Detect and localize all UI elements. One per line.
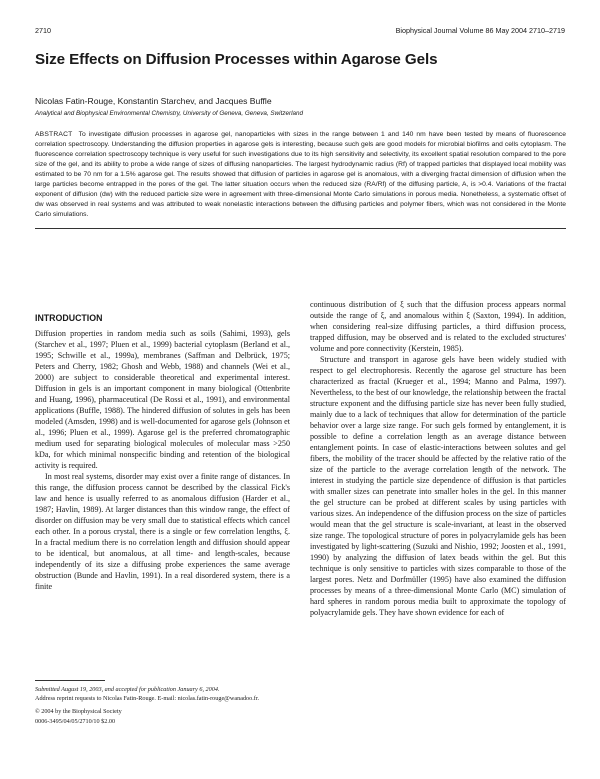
article-code: 0006-3495/04/05/2710/10 $2.00 [35, 717, 116, 725]
paragraph: Structure and transport in agarose gels have been widely studied with respect to gel electrophoresis. Recently the agarose gel structure has been characterized as fractal (Krueger et al., 1994; Manno and Palma, 1997). Nevertheless, to the best of our knowledge, the relationship between the fractal structure exponent and the diffusing particle size has never been fully studied, mainly due to a lack of techniques that allow for determination of the particle behavior over a large size range. For such gels formed by entanglement, it is possible to define a correlation length as an average distance between entanglement points. In case of elastic-interactions between solutes and gel fibers, the mobility of the tracer should be affected by the relative ratio of the size of the particle to the average correlation length of the network. The interest in studying the particle size dependence of diffusion is that particles with smaller sizes can penetrate into smaller holes in the gel. In this manner the gel structure can be probed at different scales by using particles with various sizes. An independence of the diffusion process on the size of particles would mean that the gel structure is scale-invariant, at least in the observed size range. The topological structure of pores in polyacrylamide gels has been investigated by light-scattering (Suzuki and Nishio, 1992; Joosten et al., 1991, 1990) by analyzing the diffusion of latex beads within the gel. But this technique is only sensitive to particles with sizes comparable to those of the largest pores. Netz and Dorfmüller (1995) have also examined the diffusion processes by means of a three-dimensional Monte Carlo (MC) simulation of hard spheres in random porous media built to approximate the topology of polyacrylamide gels. They have shown evidence for each of [310, 355, 566, 617]
page-number: 2710 [35, 26, 51, 35]
submission-note: Submitted August 19, 2003, and accepted for publication January 6, 2004. [35, 686, 220, 693]
reprint-address: Address reprint requests to Nicolas Fatin-Rouge. E-mail: nicolas.fatin-rouge@wanadoo.fr. [35, 695, 260, 703]
article-title: Size Effects on Diffusion Processes within Agarose Gels [35, 51, 438, 68]
author-list: Nicolas Fatin-Rouge, Konstantin Starchev, and Jacques Buffle [35, 96, 272, 106]
abstract [35, 130, 566, 220]
paragraph: Diffusion properties in random media such as soils (Sahimi, 1993), gels (Starchev et al., 1997; Pluen et al., 1999) bacterial cytoplasm (Berland et al., 1995; Schwille et al., 1999a), membranes (Saffman and Delbrück, 1975; Peters and Cherry, 1982; Ghosh and Webb, 1988) and channels (Wei et al., 2000) are subject to considerable theoretical and experimental interest. Diffusion in gels is an important component in many biological (Ottenbrite and Huang, 1996), pharmaceutical (De Rossi et al., 1991), and environmental applications (Buffle, 1988). The hindered diffusion of solutes in gels has been modeled (Amsden, 1998) and is well-documented for agarose gels (Johnson et al., 1996; Pluen et al., 1999). Agarose gel is the preferred chromatographic medium used for separating biological molecules of molecular mass >250 kDa, for which minimal nonspecific binding and retention of the biological activity is required. [35, 329, 290, 470]
right-column [310, 299, 566, 618]
affiliation: Analytical and Biophysical Environmental Chemistry, University of Geneva, Geneva, Switzerland [35, 110, 303, 117]
abstract-divider [35, 228, 566, 229]
copyright-note: © 2004 by the Biophysical Society [35, 708, 122, 716]
footnotes [35, 685, 290, 726]
introduction-heading: INTRODUCTION [35, 313, 103, 323]
abstract-text: To investigate diffusion processes in agarose gel, nanoparticles with sizes in the range between 1 and 140 nm have been tested by means of fluorescence correlation spectroscopy. Understanding the diffusion properties in agarose gels is interesting, because such gels are good models for microbial biofilms and cells cytoplasm. The fluorescence correlation spectroscopy technique is very useful for such investigations due to its high sensitivity and selectivity, its excellent spatial resolution compared to the pore size of the gel, and its ability to probe a wide range of sizes of diffusing nanoparticles. The largest hydrodynamic radius (Rf) of trapped particles that displayed local mobility was estimated to be 70 nm for a 1.5% agarose gel. The results showed that diffusion of particles in agarose gel is anomalous, with a diverging fractal dimension of diffusion when the large particles become entrapped in the pores of the gel. The latter situation occurs when the reduced size (RA/Rf) of the diffusing particle, A, is >0.4. Variations of the fractal exponent of diffusion (dw) with the reduced particle size were in agreement with three-dimensional Monte Carlo simulations in porous media. Nonetheless, a systematic offset of dw was observed in real systems and was attributed to weak nonelastic interactions between the diffusing particles and polymer fibers, which was not considered in the Monte Carlo simulations. [35, 131, 566, 218]
footnote-rule [35, 680, 105, 681]
paragraph: In most real systems, disorder may exist over a finite range of distances. In this range, the diffusion process cannot be described by the classical Fick's law and hence is usually referred to as anomalous diffusion (Harder et al., 1987; Havlin, 1989). At larger distances than this window range, the effect of disorder on diffusion may be very small due to statistical effects which cancel each other. In a porous crystal, there is a single or few correlation lengths, ξ. In a fractal medium there is no correlation length and diffusion should appear to be identical, but anomalous, at all time- and length-scales, because independently of its size a diffusing probe experiences the same average obstruction (Bunde and Havlin, 1991). In a real disordered system, there is a finite [35, 472, 290, 591]
running-header [35, 26, 565, 38]
paragraph: continuous distribution of ξ such that the diffusion process appears normal outside the range of ξ, and anomalous within ξ (Saxton, 1994). In addition, when considering real-size diffusing particles, a third diffusion process, trapped diffusion, may be observed and is related to the excluded structures' volume and pore connectivity (Kerstein, 1985). [310, 300, 566, 353]
journal-info: Biophysical Journal Volume 86 May 2004 2710–2719 [395, 26, 565, 35]
left-column [35, 328, 290, 592]
abstract-label: ABSTRACT [35, 131, 73, 138]
